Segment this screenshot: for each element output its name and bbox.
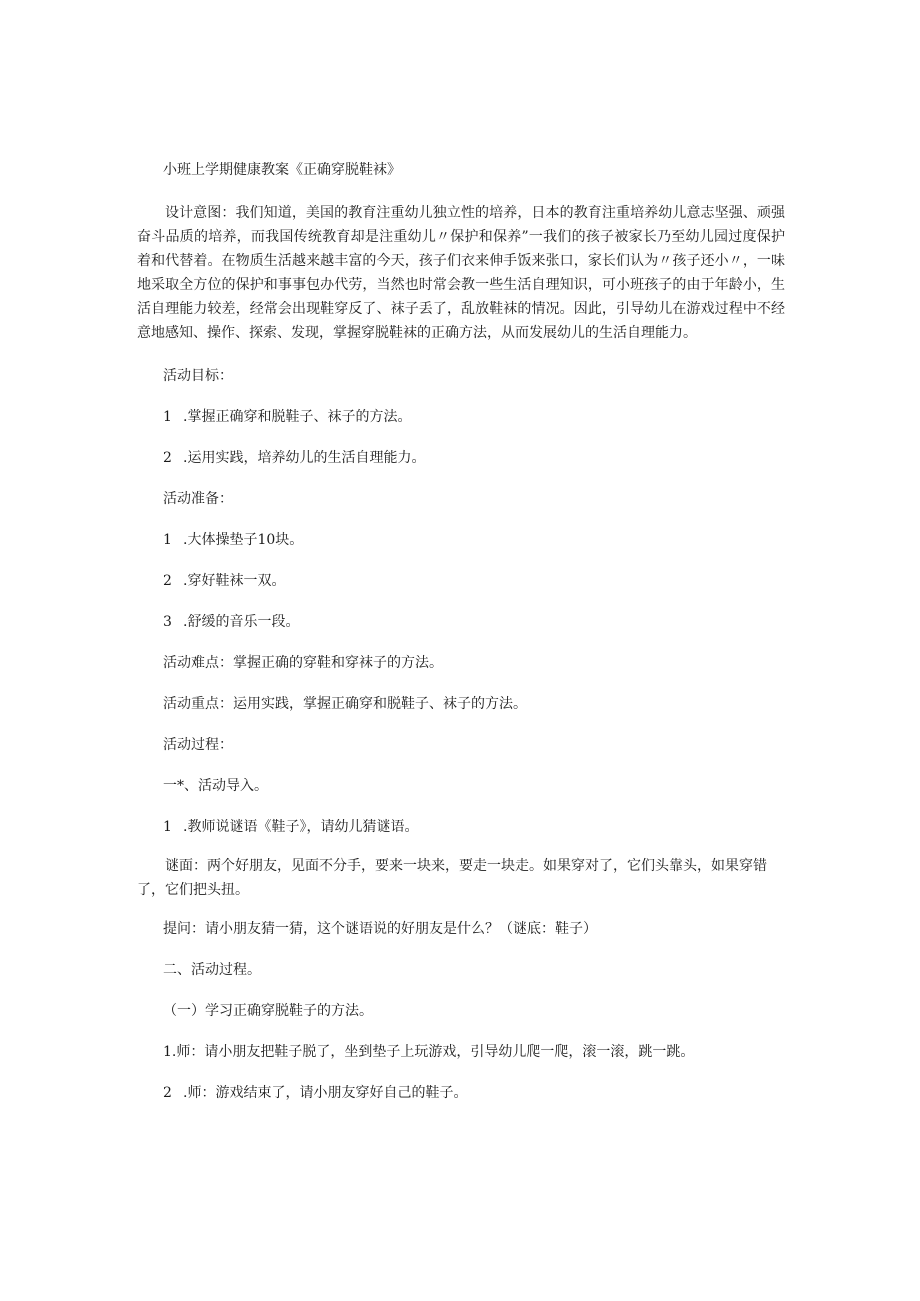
question-line: 提问：请小朋友猜一猜，这个谜语说的好朋友是什么？（谜底：鞋子） (163, 921, 597, 937)
riddle-paragraph: 谜面：两个好朋友，见面不分手，要来一块来，要走一块走。如果穿对了，它们头靠头，如果穿错了，它们把头扭。 (137, 858, 767, 898)
document-title: 小班上学期健康教案《正确穿脱鞋袜》 (163, 162, 401, 178)
subsection-1-heading: （一）学习正确穿脱鞋子的方法。 (163, 1003, 373, 1019)
goals-heading: 活动目标： (163, 368, 233, 384)
step-item-1 (163, 817, 418, 837)
step-item-1-number: 1 (163, 819, 172, 835)
prep-item-3-text: .舒缓的音乐一段。 (183, 614, 300, 630)
prep-heading: 活动准备： (163, 491, 233, 507)
prep-item-1-text: .大体操垫子10块。 (183, 532, 304, 548)
teacher-step-1: 1.师：请小朋友把鞋子脱了，坐到垫子上玩游戏，引导幼儿爬一爬，滚一滚，跳一跳。 (163, 1044, 695, 1060)
prep-item-1 (163, 530, 303, 550)
prep-item-1-number: 1 (163, 532, 172, 548)
goal-item-2 (163, 448, 425, 468)
prep-item-3 (163, 612, 299, 632)
prep-item-2 (163, 571, 285, 591)
goal-item-2-text: .运用实践，培养幼儿的生活自理能力。 (183, 450, 426, 466)
prep-item-2-number: 2 (163, 573, 172, 589)
goal-item-1-number: 1 (163, 409, 172, 425)
goal-item-2-number: 2 (163, 450, 172, 466)
key-point-line: 活动重点：运用实践，掌握正确穿和脱鞋子、袜子的方法。 (163, 696, 527, 712)
teacher-step-2-number: 2 (163, 1085, 172, 1101)
step-item-1-text: .教师说谜语《鞋子》，请幼儿猜谜语。 (183, 819, 419, 835)
goal-item-1-text: .掌握正确穿和脱鞋子、袜子的方法。 (183, 409, 412, 425)
prep-item-2-text: .穿好鞋袜一双。 (183, 573, 286, 589)
difficulty-line: 活动难点：掌握正确的穿鞋和穿袜子的方法。 (163, 655, 443, 671)
teacher-step-2 (163, 1083, 467, 1103)
teacher-step-2-text: .师：游戏结束了，请小朋友穿好自己的鞋子。 (183, 1085, 468, 1101)
section-2-heading: 二、活动过程。 (163, 962, 261, 978)
prep-item-3-number: 3 (163, 614, 172, 630)
design-intent-paragraph: 设计意图：我们知道，美国的教育注重幼儿独立性的培养，日本的教育注重培养幼儿意志坚强、顽强奋斗品质的培养，而我国传统教育却是注重幼儿〃保护和保养”一我们的孩子被家长乃至幼儿园过度保护着和代替着。在物质生活越来越丰富的今天，孩子们衣来伸手饭来张口，家长们认为〃孩子还小〃，一味地采取全方位的保护和事事包办代劳，当然也时常会教一些生活自理知识，可小班孩子的由于年龄小，生活自理能力较差，经常会出现鞋穿反了、袜子丢了，乱放鞋袜的情况。因此，引导幼儿在游戏过程中不经意地感知、操作、探索、发现，掌握穿脱鞋袜的正确方法，从而发展幼儿的生活自理能力。 (137, 205, 785, 341)
section-1-heading: 一*、活动导入。 (163, 778, 268, 794)
goal-item-1 (163, 407, 411, 427)
process-heading: 活动过程： (163, 737, 233, 753)
